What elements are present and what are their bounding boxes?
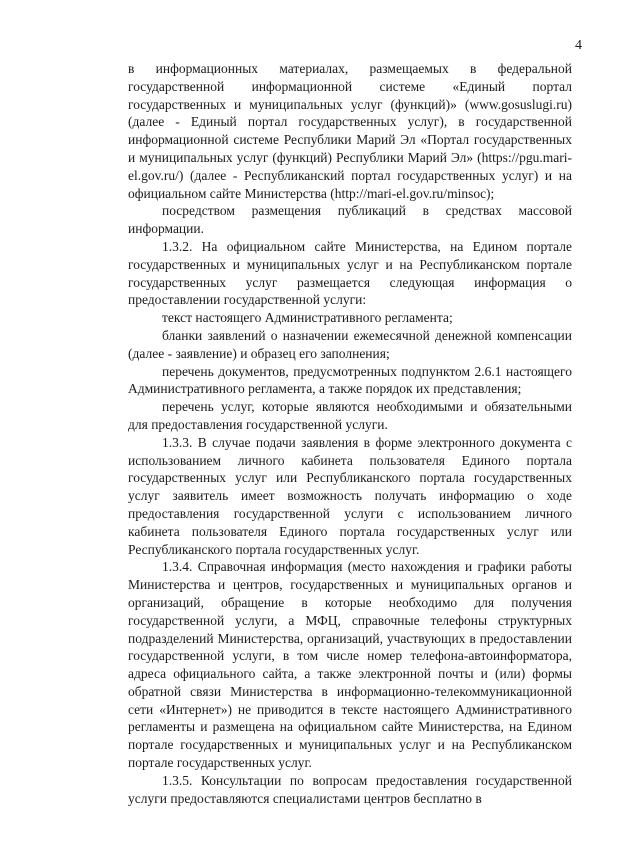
paragraph-documents-list: перечень документов, предусмотренных подпунктом 2.6.1 настоящего Административного регламента, а также порядок их представления; (128, 363, 572, 397)
paragraph-1-3-3: 1.3.3. В случае подачи заявления в форме электронного документа с использованием личного кабинета пользователя Единого портала государственных услуг или Республиканского портала государственных услуг заявитель имеет возможность получать информацию о ходе предоставления государственной услуги с использованием личного кабинета пользователя Единого портала государственных услуг или Республиканского портала государственных услуг. (128, 434, 572, 557)
paragraph-services-list: перечень услуг, которые являются необходимыми и обязательными для предоставления государственной услуги. (128, 399, 572, 432)
paragraph-regulation-text: текст настоящего Административного регламента; (162, 310, 453, 326)
paragraph-application-forms: бланки заявлений о назначении ежемесячной денежной компенсации (далее - заявление) и образец его заполнения; (128, 327, 572, 361)
paragraph-1-3-4: 1.3.4. Справочная информация (место нахождения и графики работы Министерства и центров, государственных и муниципальных органов и организаций, обращение в которые необходимо для получения государственной услуги, а МФЦ, справочные телефоны структурных подразделений Министерства, организаций, участвующих в предоставлении государственной услуги, в том числе номер телефона-автоинформатора, адреса официального сайта, а также электронной почты и (или) формы обратной связи Министерства в информационно-телекоммуникационной сети «Интернет») не приводится в тексте настоящего Административного регламенты и размещена на официальном сайте Министерства, на Едином портале государственных и муниципальных услуг и на Республиканском портале государственных услуг. (128, 559, 572, 771)
document-body (128, 60, 572, 807)
paragraph-1-3-2: 1.3.2. На официальном сайте Министерства, на Едином портале государственных и муниципальных услуг и на Республиканском портале государственных услуг размещается следующая информация о предоставлении государственной услуги: (128, 238, 572, 308)
page-number: 4 (575, 38, 582, 53)
paragraph-1-3-5: 1.3.5. Консультации по вопросам предоставления государственной услуги предоставляются специалистами центров бесплатно в (128, 772, 572, 806)
paragraph-info-materials: в информационных материалах, размещаемых в федеральной государственной информационной системе «Единый портал государственных и муниципальных услуг (функций)» (www.gosuslugi.ru) (далее - Единый портал государственных услуг), в государственной информационной системе Республики Марий Эл «Портал государственных и муниципальных услуг (функций) Республики Марий Эл» (https://pgu.mari-el.gov.ru/) (далее - Республиканский портал государственных услуг) и на официальном сайте Министерства (http://mari-el.gov.ru/minsoc); (128, 61, 572, 201)
paragraph-mass-media: посредством размещения публикаций в средствах массовой информации. (128, 203, 572, 237)
